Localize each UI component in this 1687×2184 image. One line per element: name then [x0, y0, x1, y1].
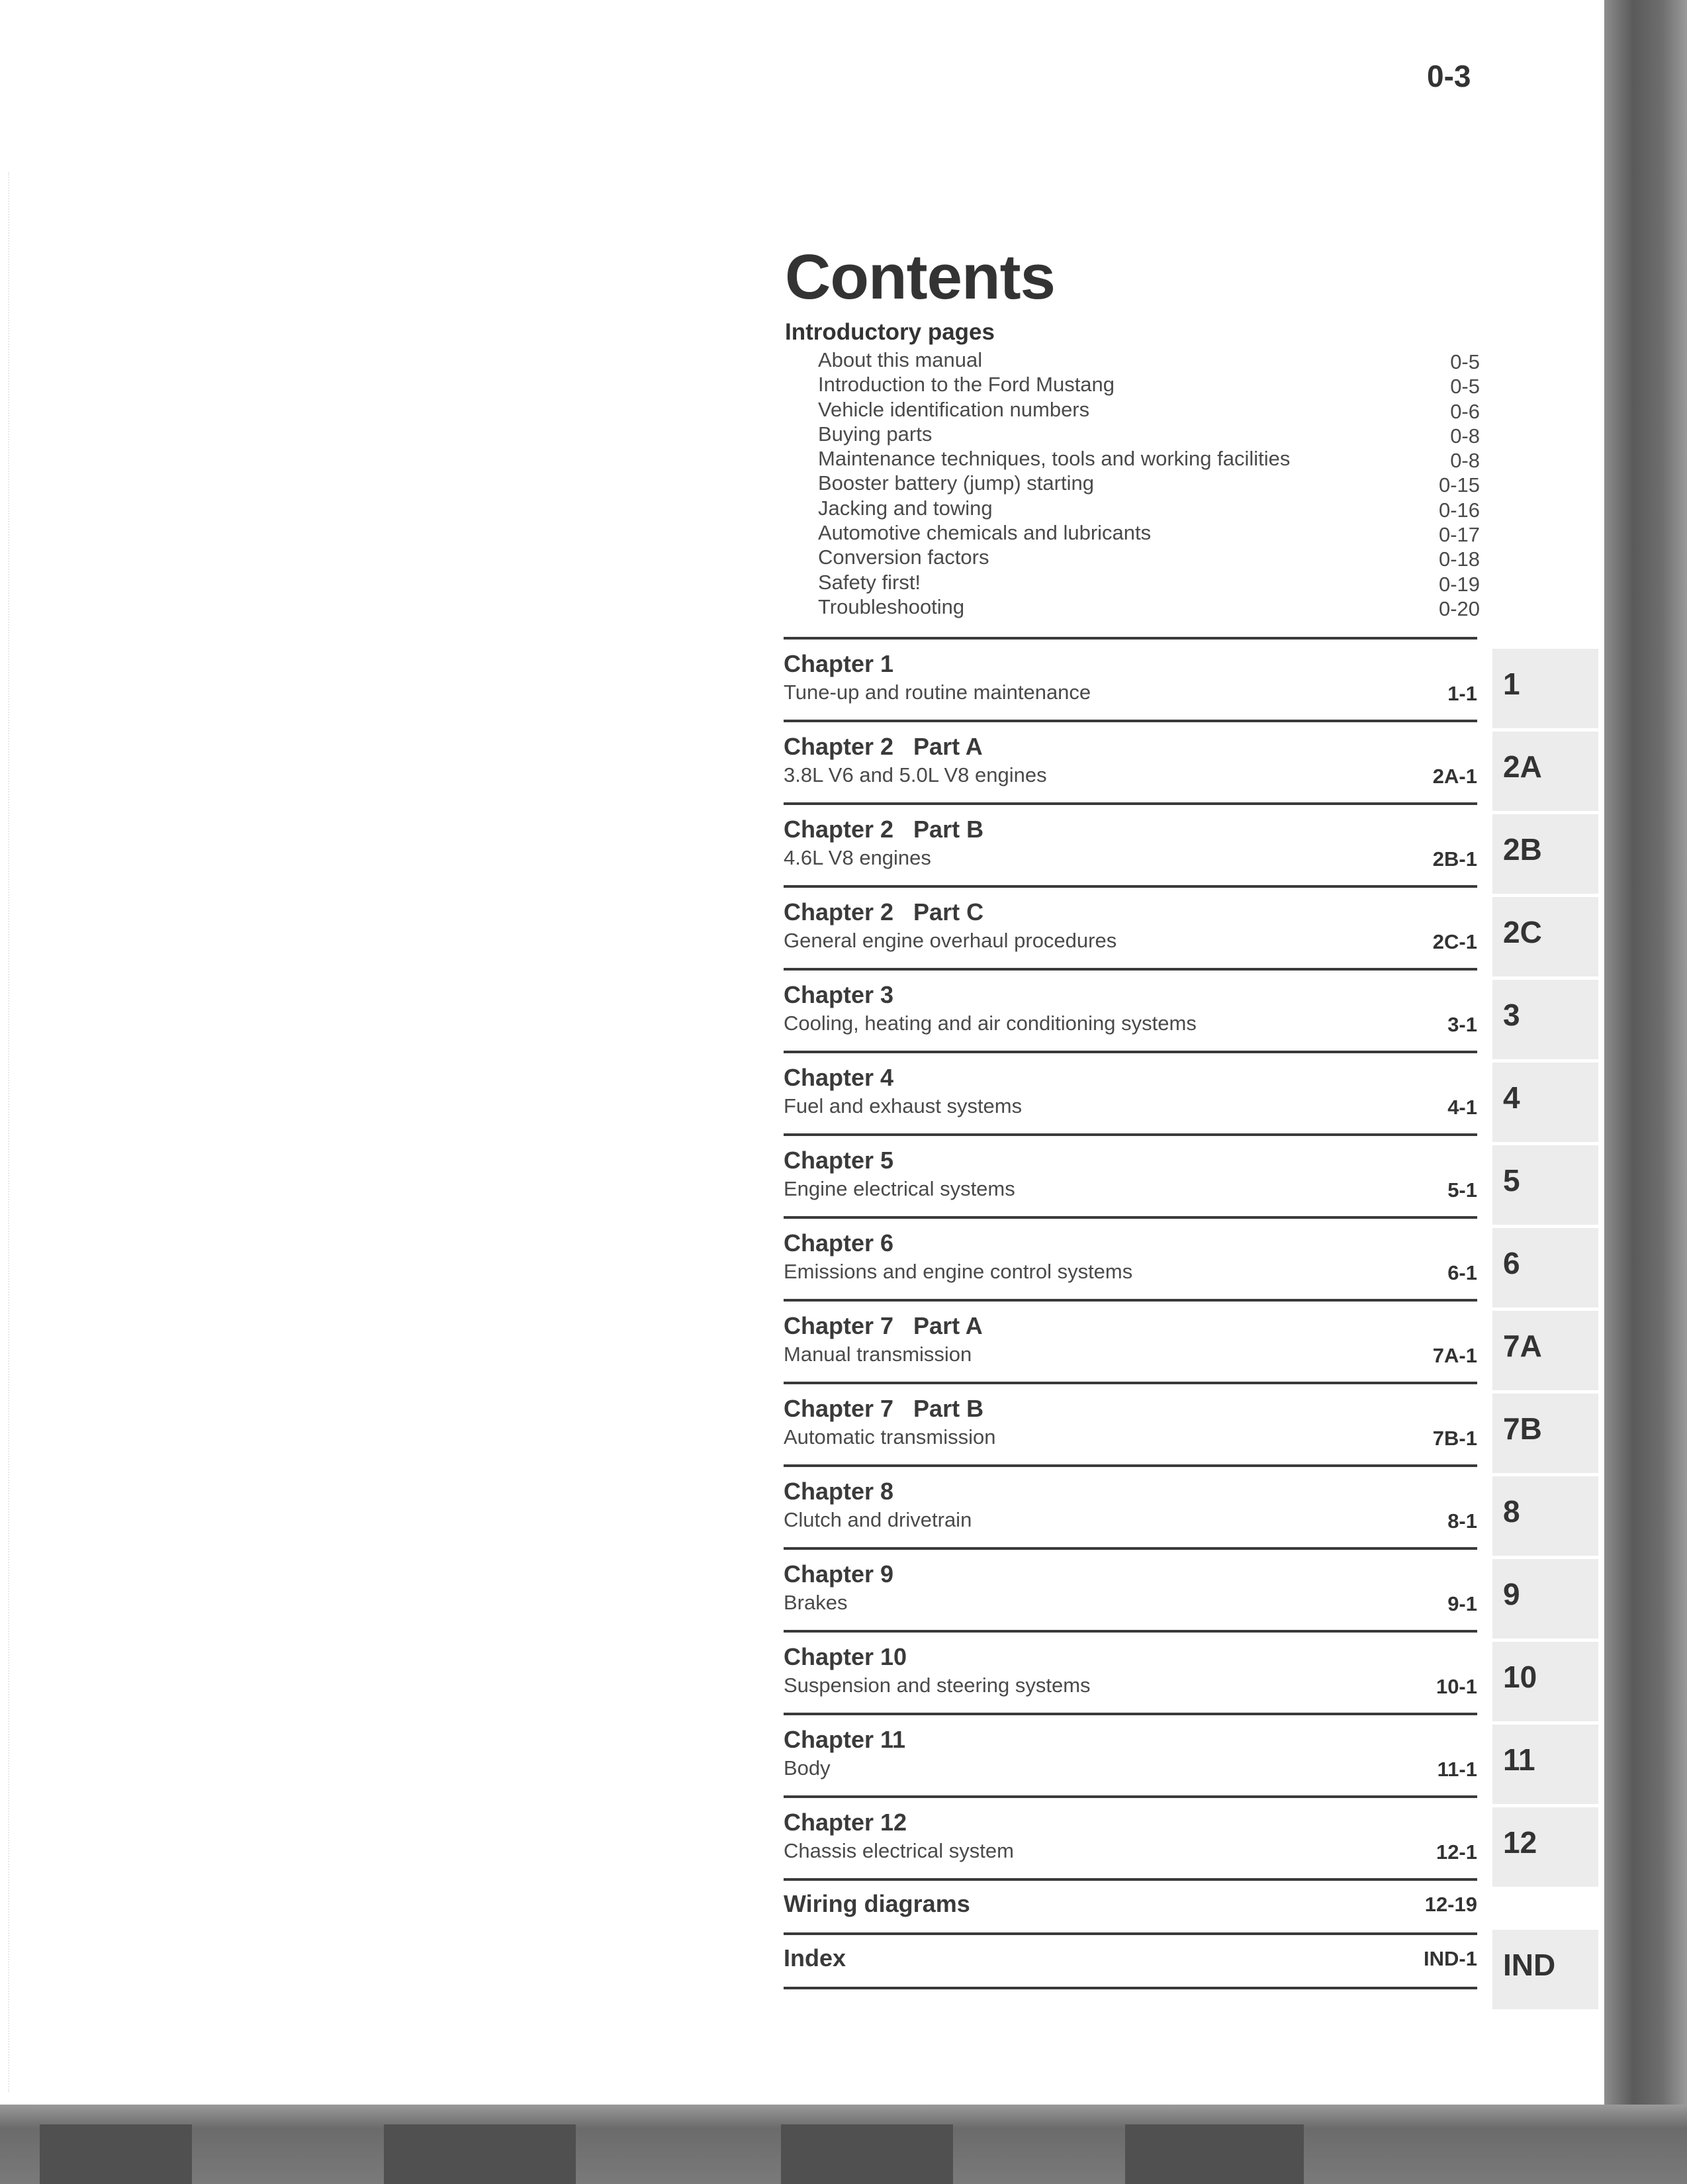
- chapter-tab: [1492, 1725, 1598, 1804]
- chapter-title: Chapter 8: [784, 1478, 894, 1505]
- chapter-tab: [1492, 1063, 1598, 1142]
- chapter-tab: [1492, 1559, 1598, 1638]
- page-number: 0-3: [1427, 59, 1471, 93]
- divider-rule: [784, 1878, 1477, 1881]
- chapter-page: 7B-1: [1432, 1427, 1477, 1450]
- divider-rule: [784, 1630, 1477, 1633]
- intro-entry-page: 0-8: [1450, 424, 1480, 448]
- chapter-tab: [1492, 1394, 1598, 1473]
- intro-entry-label: Conversion factors: [818, 546, 989, 569]
- introductory-list: [818, 348, 1480, 620]
- divider-rule: [784, 968, 1477, 971]
- intro-entry: [818, 398, 1480, 422]
- wiring-title: Wiring diagrams: [784, 1890, 970, 1917]
- chapter-tab-label: 2B: [1503, 832, 1542, 867]
- intro-entry-page: 0-20: [1438, 596, 1480, 620]
- chapter-tab-label: 2C: [1503, 915, 1542, 949]
- chapter-page: 2A-1: [1432, 765, 1477, 788]
- chapter-subtitle: 3.8L V6 and 5.0L V8 engines: [784, 763, 1047, 786]
- intro-entry-label: Buying parts: [818, 422, 933, 446]
- chapter-subtitle: 4.6L V8 engines: [784, 846, 931, 869]
- chapter-tab-label: 10: [1503, 1660, 1537, 1694]
- intro-entry-label: Automotive chemicals and lubricants: [818, 521, 1152, 545]
- chapter-tab-label: 5: [1503, 1163, 1520, 1198]
- divider-rule: [784, 1464, 1477, 1467]
- chapter-tab-label: 7A: [1503, 1329, 1542, 1363]
- divider-rule: [784, 1051, 1477, 1053]
- intro-entry: [818, 571, 1480, 595]
- intro-entry-label: Booster battery (jump) starting: [818, 471, 1094, 495]
- chapter-page: 7A-1: [1432, 1344, 1477, 1367]
- wiring-entry: [784, 1890, 1477, 1930]
- chapter-title: Chapter 7 Part A: [784, 1312, 983, 1339]
- page-title: Contents: [785, 242, 1055, 312]
- index-title: Index: [784, 1944, 846, 1971]
- chapter-title: Chapter 2 Part C: [784, 898, 984, 926]
- chapter-page: 3-1: [1447, 1013, 1477, 1036]
- chapter-title: Chapter 12: [784, 1809, 907, 1836]
- intro-entry-label: Maintenance techniques, tools and working facilities: [818, 447, 1291, 471]
- divider-rule: [784, 637, 1477, 640]
- chapter-tab-label: 9: [1503, 1577, 1520, 1611]
- divider-rule: [784, 1547, 1477, 1550]
- chapter-page: 8-1: [1447, 1509, 1477, 1533]
- intro-entry-page: 0-16: [1438, 498, 1480, 522]
- index-tab: [1492, 1930, 1598, 2009]
- chapter-tab: [1492, 1476, 1598, 1556]
- chapter-tab: [1492, 1807, 1598, 1887]
- wiring-page: 12-19: [1424, 1893, 1477, 1916]
- chapter-tab-label: 7B: [1503, 1411, 1542, 1446]
- intro-entry-page: 0-15: [1438, 473, 1480, 497]
- chapter-tab: [1492, 1642, 1598, 1721]
- index-tab-label: IND: [1503, 1948, 1556, 1982]
- chapter-subtitle: Suspension and steering systems: [784, 1674, 1091, 1697]
- divider-rule: [784, 885, 1477, 888]
- intro-entry: [818, 497, 1480, 521]
- intro-entry-label: Vehicle identification numbers: [818, 397, 1090, 421]
- divider-rule: [784, 1987, 1477, 1989]
- intro-entry-page: 0-8: [1450, 449, 1480, 473]
- chapter-page: 2B-1: [1432, 847, 1477, 871]
- index-entry: [784, 1944, 1477, 1984]
- divider-rule: [784, 1216, 1477, 1219]
- divider-rule: [784, 1299, 1477, 1302]
- chapter-subtitle: Tune-up and routine maintenance: [784, 681, 1091, 704]
- chapter-subtitle: Emissions and engine control systems: [784, 1260, 1133, 1283]
- intro-entry: [818, 521, 1480, 546]
- chapter-tab-label: 2A: [1503, 749, 1542, 784]
- intro-entry-page: 0-5: [1450, 350, 1480, 373]
- chapter-page: 12-1: [1436, 1840, 1477, 1864]
- chapter-subtitle: Cooling, heating and air conditioning systems: [784, 1012, 1197, 1035]
- intro-entry-page: 0-18: [1438, 547, 1480, 571]
- chapter-subtitle: Brakes: [784, 1591, 848, 1614]
- chapter-title: Chapter 2 Part B: [784, 816, 984, 843]
- intro-entry: [818, 422, 1480, 447]
- chapter-tab: [1492, 732, 1598, 811]
- divider-rule: [784, 1795, 1477, 1798]
- chapter-tab-label: 3: [1503, 998, 1520, 1032]
- chapter-page: 10-1: [1436, 1675, 1477, 1698]
- intro-entry: [818, 373, 1480, 397]
- chapter-subtitle: Chassis electrical system: [784, 1839, 1014, 1862]
- chapter-tab: [1492, 1145, 1598, 1225]
- chapter-page: 1-1: [1447, 682, 1477, 705]
- handwritten-margin-mark: [8, 172, 49, 2092]
- chapter-page: 5-1: [1447, 1178, 1477, 1202]
- intro-entry-page: 0-5: [1450, 375, 1480, 399]
- chapter-subtitle: Automatic transmission: [784, 1425, 996, 1448]
- intro-entry-page: 0-19: [1438, 572, 1480, 596]
- chapter-subtitle: Clutch and drivetrain: [784, 1508, 972, 1531]
- intro-entry-label: About this manual: [818, 348, 983, 371]
- chapter-page: 2C-1: [1432, 930, 1477, 953]
- chapter-tab: [1492, 897, 1598, 976]
- intro-entry: [818, 595, 1480, 620]
- intro-entry: [818, 348, 1480, 373]
- chapter-tab-label: 1: [1503, 667, 1520, 701]
- chapter-title: Chapter 7 Part B: [784, 1395, 984, 1422]
- chapter-tab-label: 8: [1503, 1494, 1520, 1529]
- intro-entry-label: Introduction to the Ford Mustang: [818, 373, 1115, 397]
- divider-rule: [784, 720, 1477, 722]
- chapter-title: Chapter 9: [784, 1560, 894, 1588]
- chapter-tab-label: 6: [1503, 1246, 1520, 1280]
- chapter-title: Chapter 2 Part A: [784, 733, 983, 760]
- divider-rule: [784, 802, 1477, 805]
- chapter-title: Chapter 5: [784, 1147, 894, 1174]
- chapter-page: 9-1: [1447, 1592, 1477, 1615]
- chapter-title: Chapter 4: [784, 1064, 894, 1091]
- chapter-tab: [1492, 980, 1598, 1059]
- scanner-bottom-edge: [0, 2105, 1687, 2184]
- intro-entry: [818, 447, 1480, 471]
- chapter-tab: [1492, 649, 1598, 728]
- chapter-title: Chapter 1: [784, 650, 894, 677]
- chapter-subtitle: General engine overhaul procedures: [784, 929, 1117, 952]
- chapter-subtitle: Body: [784, 1756, 831, 1780]
- intro-entry-label: Safety first!: [818, 570, 921, 594]
- chapter-tab: [1492, 1228, 1598, 1307]
- chapter-subtitle: Fuel and exhaust systems: [784, 1094, 1023, 1117]
- chapter-tab: [1492, 814, 1598, 894]
- intro-entry-page: 0-6: [1450, 399, 1480, 423]
- intro-entry-label: Jacking and towing: [818, 496, 993, 520]
- chapter-title: Chapter 11: [784, 1726, 906, 1753]
- chapter-tab-label: 12: [1503, 1825, 1537, 1860]
- chapter-page: 4-1: [1447, 1096, 1477, 1119]
- page-edge-shadow: [1604, 0, 1687, 2184]
- chapter-page: 11-1: [1437, 1758, 1477, 1781]
- chapter-tab-label: 11: [1503, 1742, 1535, 1777]
- chapter-subtitle: Manual transmission: [784, 1343, 972, 1366]
- divider-rule: [784, 1932, 1477, 1935]
- divider-rule: [784, 1133, 1477, 1136]
- divider-rule: [784, 1382, 1477, 1384]
- divider-rule: [784, 1713, 1477, 1715]
- chapter-page: 6-1: [1447, 1261, 1477, 1284]
- intro-entry-label: Troubleshooting: [818, 594, 965, 618]
- intro-entry-page: 0-17: [1438, 523, 1480, 547]
- introductory-heading: Introductory pages: [785, 319, 995, 345]
- chapter-title: Chapter 10: [784, 1643, 907, 1670]
- chapter-subtitle: Engine electrical systems: [784, 1177, 1015, 1200]
- chapter-tab-label: 4: [1503, 1080, 1520, 1115]
- intro-entry: [818, 546, 1480, 570]
- chapter-title: Chapter 6: [784, 1229, 894, 1257]
- index-page: IND-1: [1424, 1947, 1477, 1970]
- chapter-title: Chapter 3: [784, 981, 894, 1008]
- chapter-tab: [1492, 1311, 1598, 1390]
- intro-entry: [818, 471, 1480, 496]
